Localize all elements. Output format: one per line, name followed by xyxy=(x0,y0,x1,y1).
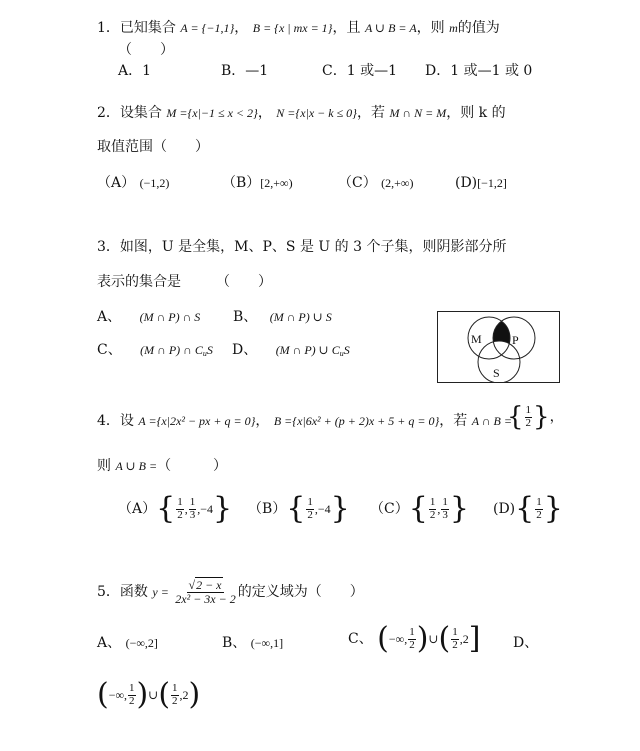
frac-den: 2 xyxy=(452,638,458,651)
q5-y: y = xyxy=(152,585,169,600)
q2-option-b xyxy=(222,176,293,190)
q2-prefix: 2．设集合 xyxy=(97,105,162,121)
neg-four: −4 xyxy=(317,502,331,516)
venn-label-p: P xyxy=(512,333,519,347)
q2-n-lhs: N = xyxy=(276,106,296,120)
q2-condition: M ∩ N = M xyxy=(389,106,447,120)
venn-diagram xyxy=(437,311,560,383)
q4-comma: ， xyxy=(255,413,270,429)
q1-condition: A ∪ B = A xyxy=(364,21,417,35)
q3-option-b-value: (M ∩ P) ∪ S xyxy=(269,310,332,324)
q2-stem: 2．设集合 M ={x|−1 ≤ x < 2}， N ={x|x − k ≤ 0}，若 M ∩ N = M，则 k 的 xyxy=(97,105,506,121)
q2-tail: ，则 k 的 xyxy=(446,105,506,121)
q1-option-c: C．1 或—1 xyxy=(322,63,397,79)
q1-set-a: A = {−1,1} xyxy=(180,21,235,35)
q3-option-a-label: A、 xyxy=(97,309,122,325)
two: ,2 xyxy=(459,632,469,646)
frac-num: 1 xyxy=(172,681,178,694)
frac-num: 1 xyxy=(525,403,532,416)
frac-den: 3 xyxy=(189,508,196,521)
q1-comma: ， xyxy=(234,20,249,36)
q1-var: m xyxy=(449,21,458,35)
venn-label-s: S xyxy=(493,366,500,380)
q4-option-c-label: （C） xyxy=(370,501,409,517)
frac-num: 1 xyxy=(429,495,436,508)
frac-den: 2 xyxy=(307,508,313,521)
q5-option-a xyxy=(97,636,158,650)
q2-option-c-value: (2,+∞) xyxy=(381,176,414,190)
q5-option-c-label: C、 xyxy=(348,631,373,647)
q1-paren: （ ） xyxy=(118,42,174,58)
q3-option-b xyxy=(233,310,332,324)
q1-tail2: 的值为 xyxy=(457,20,500,36)
q4-option-b: （B）{ $\frac{1}{2}$ ,−4} xyxy=(248,491,350,526)
q2-option-b-label: （B） xyxy=(222,175,261,191)
q4-condition: A ∩ B = xyxy=(471,414,512,428)
frac-den: 2 xyxy=(177,508,183,521)
comma: , xyxy=(437,502,441,516)
q5-option-c: C、 (−∞, $\frac{1}{2}$ )∪( $\frac{1}{2}$ ,2] xyxy=(348,621,481,656)
frac-den: 2 xyxy=(429,508,436,521)
q1-tail: ，则 xyxy=(416,20,445,36)
neg-infinity: −∞, xyxy=(388,632,408,646)
q1-option-b: B．—1 xyxy=(221,63,269,79)
q4-b-lhs: B = xyxy=(273,414,293,428)
q2-option-c xyxy=(338,176,414,190)
q4-union-expr: A ∪ B = xyxy=(115,459,158,473)
frac-den: 3 xyxy=(442,508,448,521)
q4-a-lhs: A = xyxy=(138,414,157,428)
venn-label-m: M xyxy=(471,332,482,346)
q4-tail: ， xyxy=(549,409,564,425)
frac-num: 1 xyxy=(442,495,448,508)
q2-mid: ，若 xyxy=(356,105,385,121)
q2-option-d-value: [−1,2] xyxy=(477,176,507,190)
q2-n-set: x|x − k ≤ 0 xyxy=(300,106,353,120)
q5-option-b-value: (−∞,1] xyxy=(250,636,284,650)
q4-option-a: （A）{ $\frac{1}{2}$ , $\frac{1}{3}$ ,−4} xyxy=(118,491,233,526)
q2-option-c-label: （C） xyxy=(338,175,377,191)
q4-mid: ，若 xyxy=(439,413,468,429)
q3-option-d-end: S xyxy=(343,343,350,357)
q3-option-c-sub: u xyxy=(202,349,207,358)
q5-numerator: √2 − x xyxy=(188,578,222,592)
q2-option-d xyxy=(455,176,507,190)
q4-option-d-label: (D) xyxy=(493,501,516,517)
q5-fraction xyxy=(174,579,236,605)
q5-option-d: (−∞, $\frac{1}{2}$ )∪( $\frac{1}{2}$ ,2) xyxy=(97,677,201,712)
q4-prefix: 4．设 xyxy=(97,413,134,429)
q5-denominator: 2x² − 3x − 2 xyxy=(175,591,236,606)
q3-line1: 3．如图，U 是全集，M、P、S 是 U 的 3 个子集，则阴影部分所 xyxy=(97,239,507,255)
q1-set-b: B = {x | mx = 1} xyxy=(252,21,333,35)
q4-b-set: x|6x² + (p + 2)x + 5 + q = 0 xyxy=(297,414,435,428)
neg-four: −4 xyxy=(200,502,213,516)
frac-den: 2 xyxy=(525,416,532,429)
neg-infinity: −∞, xyxy=(108,688,128,702)
frac-num: 1 xyxy=(409,625,415,638)
union-symbol: ∪ xyxy=(148,688,159,702)
q1-option-d: D．1 或—1 或 0 xyxy=(425,63,533,79)
q2-option-a xyxy=(97,176,169,190)
frac-num: 1 xyxy=(129,681,135,694)
frac-den: 2 xyxy=(409,638,415,651)
q2-option-b-value: [2,+∞) xyxy=(260,176,293,190)
q4-option-b-label: （B） xyxy=(248,501,287,517)
q3-option-c-value: (M ∩ P) ∩ C xyxy=(140,343,203,357)
q4-line2 xyxy=(97,459,227,473)
comma: , xyxy=(184,502,188,516)
q3-option-d-value: (M ∩ P) ∪ C xyxy=(275,343,340,357)
q5-option-a-label: A、 xyxy=(97,635,122,651)
frac-num: 1 xyxy=(189,495,196,508)
q1-option-a: A．1 xyxy=(118,63,152,79)
q1-mid: ，且 xyxy=(332,20,361,36)
q3-line2: 表示的集合是 （ ） xyxy=(97,274,272,290)
q3-option-b-label: B、 xyxy=(233,309,258,325)
comma: , xyxy=(314,502,318,516)
q5-option-a-value: (−∞,2] xyxy=(125,636,158,650)
q2-option-a-label: （A） xyxy=(97,175,136,191)
q5-radicand: 2 − x xyxy=(196,578,222,592)
q2-option-d-label: (D) xyxy=(455,175,478,191)
union-symbol: ∪ xyxy=(428,632,439,646)
q5-option-d-label: D、 xyxy=(513,635,539,651)
q3-option-d-sub: u xyxy=(339,349,344,358)
frac-den: 2 xyxy=(536,508,542,521)
q3-option-c xyxy=(97,343,213,358)
frac-num: 1 xyxy=(177,495,183,508)
frac-den: 2 xyxy=(129,694,135,707)
q4-option-a-label: （A） xyxy=(118,501,157,517)
q3-option-d-label: D、 xyxy=(232,342,258,358)
frac-num: 1 xyxy=(452,625,458,638)
q4-line2-prefix: 则 xyxy=(97,458,111,474)
q1-stem xyxy=(97,21,500,35)
frac-den: 2 xyxy=(172,694,178,707)
q4-paren: （ ） xyxy=(157,458,228,474)
q1-prefix: 1．已知集合 xyxy=(97,20,176,36)
q3-option-d xyxy=(232,343,350,358)
q5-option-b xyxy=(222,636,283,650)
q5-option-b-label: B、 xyxy=(222,635,247,651)
q3-option-a-value: (M ∩ P) ∩ S xyxy=(139,310,201,324)
q2-line2: 取值范围（ ） xyxy=(97,139,209,155)
frac-num: 1 xyxy=(307,495,313,508)
q2-option-a-value: (−1,2) xyxy=(139,176,170,190)
two: ,2 xyxy=(179,688,189,702)
q4-a-set: x|2x² − px + q = 0 xyxy=(161,414,251,428)
q5-tail: 的定义域为（ ） xyxy=(237,584,364,601)
q3-option-c-end: S xyxy=(206,343,213,357)
q2-m-set: x|−1 ≤ x < 2 xyxy=(192,106,254,120)
q4-option-c: （C）{ $\frac{1}{2}$ , $\frac{1}{3}$ } xyxy=(370,491,469,526)
q2-comma: ， xyxy=(257,105,272,121)
q4-intersection-value: { $\frac{1}{2}$ }， xyxy=(507,402,564,432)
q4-stem: 4．设 A ={x|2x² − px + q = 0}， B ={x|6x² + (p + 2)x + 5 + q = 0}，若 A ∩ B = xyxy=(97,413,512,429)
q4-option-d: (D){ $\frac{1}{2}$ } xyxy=(493,491,563,526)
q5-stem xyxy=(97,579,364,605)
q3-option-c-label: C、 xyxy=(97,342,122,358)
q2-m-lhs: M = xyxy=(166,106,188,120)
q5-prefix: 5．函数 xyxy=(97,584,148,601)
comma: , xyxy=(197,502,201,516)
frac-num: 1 xyxy=(536,495,542,508)
q3-option-a xyxy=(97,310,200,324)
